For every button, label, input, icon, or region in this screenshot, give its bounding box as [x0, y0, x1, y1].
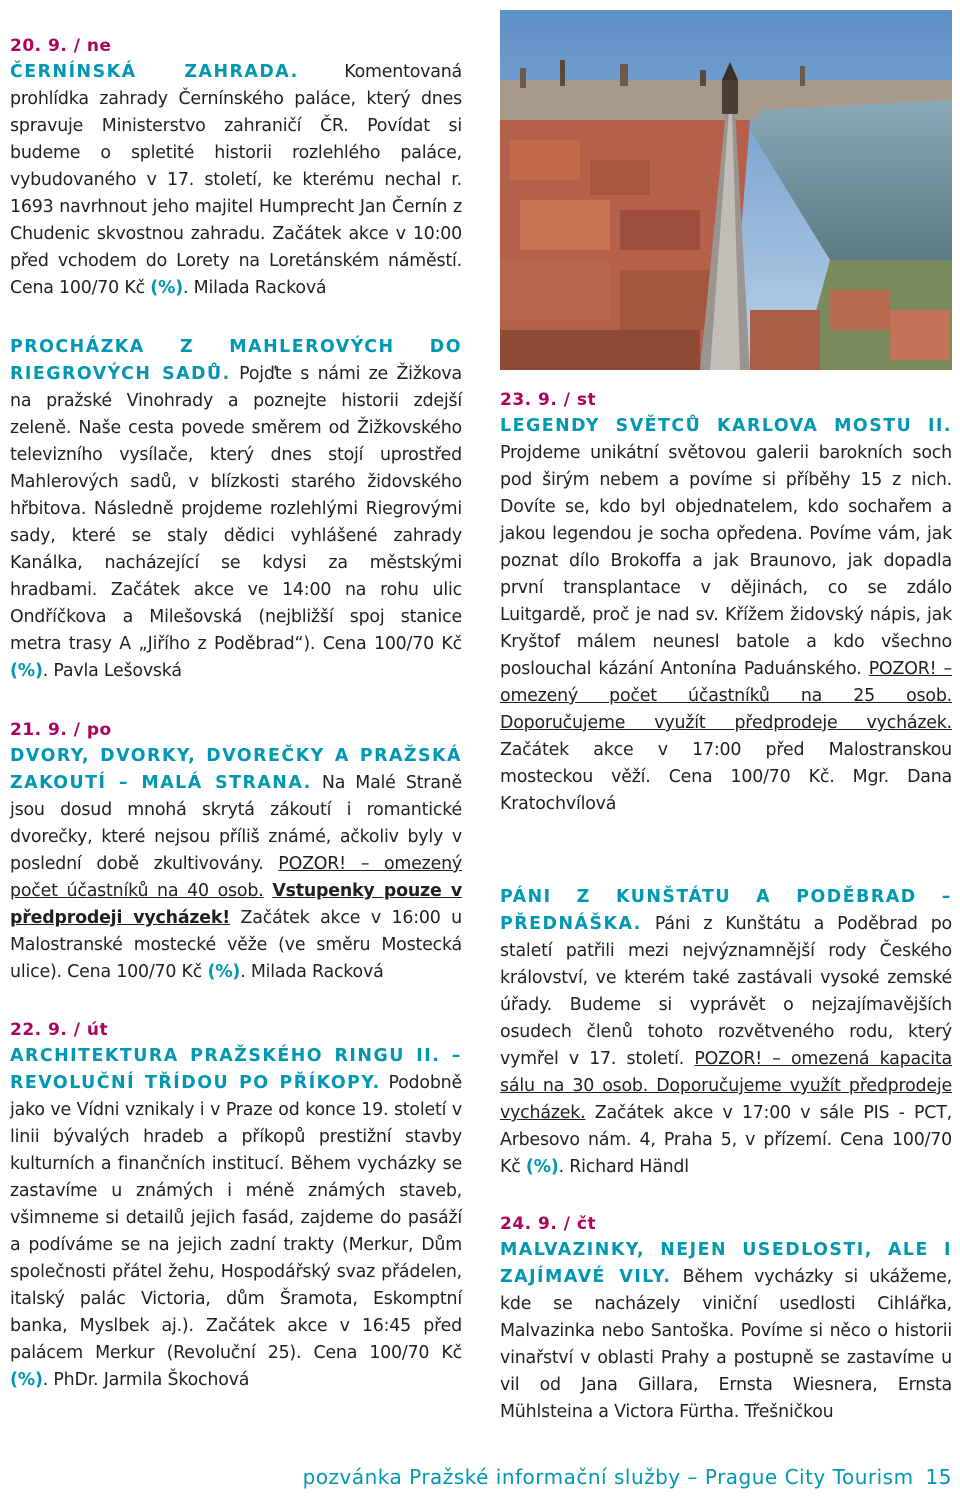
- event-guide: . Richard Händl: [558, 1157, 689, 1177]
- charles-bridge-photo: [500, 10, 952, 370]
- event-title: ARCHITEKTURA PRAŽSKÉHO RINGU II. – REVOLUČNÍ TŘÍDOU PO PŘÍKOPY.: [10, 1046, 462, 1093]
- event-date: 23. 9. / st: [500, 390, 597, 410]
- page-number: 15: [925, 1465, 952, 1489]
- notice-text: POZOR! – omezený počet účastníků na 25 osob. Doporučujeme využít předprodeje vycházek.: [500, 659, 952, 733]
- event-title: ČERNÍNSKÁ ZAHRADA.: [10, 62, 299, 82]
- event-description: PÁNI Z KUNŠTÁTU A PODĚBRAD – PŘEDNÁŠKA. Páni z Kunštátu a Poděbrad po staletí patřili mezi nejvýznamnější rody Českého království, ve kterém také zastávali vysoké zemské úřady. Budeme si vyprávět o nejzajímavějších osudech členů tohoto rozvětveného rodu, který vymřel v 17. století. POZOR! – omezená kapacita sálu na 30 osob. Doporučujeme využít předprodeje vycházek. Začátek akce v 17:00 v sále PIS - PCT, Arbesovo nám. 4, Praha 5, v přízemí. Cena 100/70 Kč (%). Richard Händl: [500, 887, 952, 1177]
- event-22: [10, 1020, 462, 1394]
- notice-text: POZOR! – omezená kapacita sálu na 30 osob. Doporučujeme využít předprodeje vycházek.: [500, 1049, 952, 1123]
- discount-badge: (%): [207, 962, 241, 982]
- discount-badge: (%): [150, 278, 183, 298]
- event-date: 22. 9. / út: [10, 1020, 109, 1040]
- event-date: 20. 9. / ne: [10, 36, 112, 56]
- event-description: PROCHÁZKA Z MAHLEROVÝCH DO RIEGROVÝCH SADŮ. Pojďte s námi ze Žižkova na pražské Vinohrady a poznejte historii zdejší zeleně. Naše cesta povede směrem od Žižkovského televizního vysílače, který dnes stojí uprostřed Mahlerových sadů, v blízkosti starého židovského hřbitova. Následně projdeme rozlehlými Riegrovými sady, které se staly dědici vyhlášené zahrady Kanálka, nacházející se kdysi za městskými hradbami. Začátek akce ve 14:00 na rohu ulic Ondříčkova a Milešovská (nejbližší spoj stanice metra trasy A „Jiřího z Poděbrad“). Cena 100/70 Kč (%). Pavla Lešovská: [10, 337, 462, 681]
- event-guide: . Milada Racková: [240, 962, 384, 982]
- event-guide: . Pavla Lešovská: [42, 661, 182, 681]
- event-20: [10, 36, 462, 302]
- discount-badge: (%): [10, 661, 43, 681]
- event-title: DVORY, DVORKY, DVOREČKY A PRAŽSKÁ ZAKOUTÍ – MALÁ STRANA.: [10, 746, 462, 793]
- event-kunstat: [500, 884, 952, 1181]
- event-date: 21. 9. / po: [10, 720, 112, 740]
- event-title: MALVAZINKY, NEJEN USEDLOSTI, ALE I ZAJÍMAVÉ VILY.: [500, 1240, 952, 1287]
- charles-bridge-illustration: [500, 10, 952, 370]
- event-date: 24. 9. / čt: [500, 1214, 597, 1234]
- event-title: PROCHÁZKA Z MAHLEROVÝCH DO RIEGROVÝCH SADŮ.: [10, 337, 462, 384]
- footer-text: pozvánka Pražské informační služby – Prague City Tourism: [302, 1465, 914, 1489]
- notice-text: POZOR! – omezený počet účastníků na 40 osob.: [10, 854, 462, 901]
- event-description: LEGENDY SVĚTCŮ KARLOVA MOSTU II. Projdeme unikátní světovou galerii barokních soch pod širým nebem a povíme si příběhy 15 z nich. Dovíte se, kdo byl objednatelem, kdo sochařem a jakou legendou je socha opředena. Povíme vám, jak poznat dílo Brokoffa a jak Braunovo, jak dopadla první transplantace v dějinách, co se zdálo Luitgardě, proč je nad sv. Křížem židovský nápis, jak Kryštof málem neunesl batole a kdo všechno poslouchal kázání Antonína Paduánského. POZOR! – omezený počet účastníků na 25 osob. Doporučujeme využít předprodeje vycházek. Začátek akce v 17:00 před Malostranskou mosteckou věží. Cena 100/70 Kč. Mgr. Dana Kratochvílová: [500, 416, 952, 814]
- event-title: LEGENDY SVĚTCŮ KARLOVA MOSTU II.: [500, 416, 952, 436]
- event-title: PÁNI Z KUNŠTÁTU A PODĚBRAD – PŘEDNÁŠKA.: [500, 887, 952, 934]
- event-description: ČERNÍNSKÁ ZAHRADA. Komentovaná prohlídka zahrady Černínského paláce, který dnes spravuje Ministerstvo zahraničí ČR. Povídat si budeme o spletité historii rozlehlého paláce, vybudovaného v 17. století, ke kterému nechal r. 1693 navrhnout jeho majitel Humprecht Jan Černín z Chudenic skvostnou zahradu. Začátek akce v 10:00 před vchodem do Lorety na Loretánském náměstí. Cena 100/70 Kč (%). Milada Racková: [10, 62, 462, 298]
- event-description: DVORY, DVORKY, DVOREČKY A PRAŽSKÁ ZAKOUTÍ – MALÁ STRANA. Na Malé Straně jsou dosud mnohá skrytá zákoutí i romantické dvorečky, které nejsou příliš známé, ačkoliv byly v poslední době zkultivovány. POZOR! – omezený počet účastníků na 40 osob. Vstupenky pouze v předprodeji vycházek! Začátek akce v 16:00 u Malostranské mostecké věže (ve směru Mostecká ulice). Cena 100/70 Kč (%). Milada Racková: [10, 746, 462, 982]
- presale-notice: Vstupenky pouze v předprodeji vycházek!: [10, 881, 462, 928]
- event-21: [10, 720, 462, 986]
- event-24: [500, 1214, 952, 1426]
- event-description: ARCHITEKTURA PRAŽSKÉHO RINGU II. – REVOLUČNÍ TŘÍDOU PO PŘÍKOPY. Podobně jako ve Vídni vznikaly i v Praze od konce 19. století v linii bývalých hradeb a příkopů prestižní stavby kulturních a finančních institucí. Během vycházky se zastavíme u známých i méně známých staveb, všimneme si detailů jejich fasád, zajdeme do pasáží a podíváme se na jejich zadní trakty (Merkur, Dům společnosti přátel žehu, Hospodářský svaz přádelen, italský palác Victoria, dům Šramota, Eskomptní banka, Myslbek aj.). Začátek akce v 16:45 před palácem Merkur (Revoluční 25). Cena 100/70 Kč (%). PhDr. Jarmila Škochová: [10, 1046, 462, 1390]
- discount-badge: (%): [525, 1157, 559, 1177]
- page-footer: [0, 1465, 952, 1489]
- event-description: MALVAZINKY, NEJEN USEDLOSTI, ALE I ZAJÍMAVÉ VILY. Během vycházky si ukážeme, kde se nacházely viniční usedlosti Cihlářka, Malvazinka nebo Santoška. Povíme si něco o historii vinařství v oblasti Prahy a postupně se zastavíme u vil od Jana Gillara, Ernsta Wiesnera, Ernsta Mühlsteina a Victora Fürtha. Třešničkou: [500, 1240, 953, 1422]
- discount-badge: (%): [10, 1370, 43, 1390]
- event-guide: . PhDr. Jarmila Škochová: [42, 1370, 250, 1390]
- event-23: [500, 390, 952, 818]
- event-guide: . Milada Racková: [183, 278, 327, 298]
- event-mahler: [10, 334, 462, 685]
